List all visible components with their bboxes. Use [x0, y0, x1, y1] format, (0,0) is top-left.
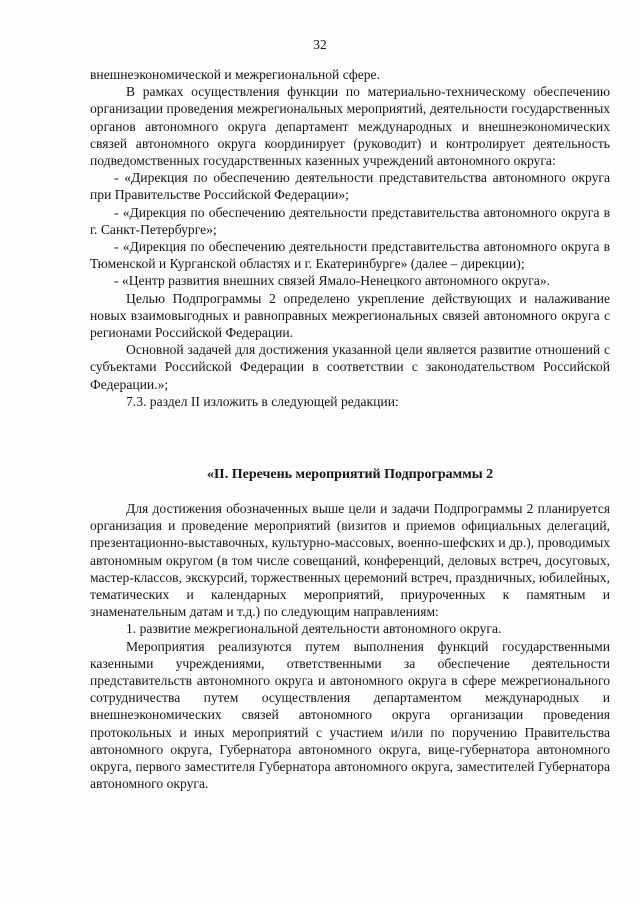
section-body: [90, 500, 610, 792]
paragraph: Для достижения обозначенных выше цели и задачи Подпрограммы 2 планируется организация и проведение мероприятий (визитов и приемов официальных делегаций, презентационно-выставочных, культурно-массовых, военно-шефских и др.), проводимых автономным округом (в том числе совещаний, конференций, деловых встреч, досуговых, мастер-классов, экскурсий, торжественных церемоний встреч, праздничных, юбилейных, тематических и календарных мероприятий, приуроченных к памятным и знаменательным датам и т.д.) по следующим направлениям:: [90, 501, 611, 620]
paragraph: 1. развитие межрегиональной деятельности автономного округа.: [126, 621, 502, 637]
paragraph: Целью Подпрограммы 2 определено укрепление действующих и налаживание новых взаимовыгодных и равноправных межрегиональных связей автономного округа с регионами Российской Федерации.: [90, 290, 610, 341]
list-item: - «Дирекция по обеспечению деятельности представительства автономного округа в г. Санкт-Петербурге»;: [90, 204, 610, 237]
page-number: 32: [313, 37, 327, 52]
paragraph: Основной задачей для достижения указанной цели является развитие отношений с субъектами Российской Федерации в соответствии с законодательством Российской Федерации.»;: [90, 342, 610, 392]
list-item: - «Дирекция по обеспечению деятельности представительства автономного округа при Правительстве Российской Федерации»;: [90, 170, 610, 203]
paragraph: внешнеэкономической и межрегиональной сфере.: [90, 67, 380, 82]
list-item: - «Центр развития внешних связей Ямало-Ненецкого автономного округа».: [114, 273, 551, 289]
paragraph: В рамках осуществления функции по материально-техническому обеспечению организации проведения межрегиональных мероприятий, деятельности государственных органов автономного округа департамент международных и внешнеэкономических связей автономного округа координирует (руководит) и контролирует деятельность подведомственных государственных казенных учреждений автономного округа:: [90, 84, 610, 169]
paragraph: 7.3. раздел II изложить в следующей редакции:: [126, 393, 399, 409]
paragraph: Мероприятия реализуются путем выполнения функций государственными казенными учреждениями, ответственными за обеспечение деятельности представительств автономного округа и автономного округа в сфере межрегионального сотрудничества путем осуществления департаментом международных и внешнеэкономических связей автономного округа организации проведения протокольных и иных мероприятий с участием и/или по поручению Правительства автономного округа, Губернатора автономного округа, вице-губернатора автономного округа, первого заместителя Губернатора автономного округа, заместителей Губернатора автономного округа.: [90, 638, 610, 792]
section-intro: [90, 66, 610, 410]
list-item: - «Дирекция по обеспечению деятельности представительства автономного округа в Тюменской и Курганской областях и г. Екатеринбурге» (далее – дирекции);: [90, 239, 610, 272]
section-heading: «II. Перечень мероприятий Подпрограммы 2: [206, 467, 494, 482]
